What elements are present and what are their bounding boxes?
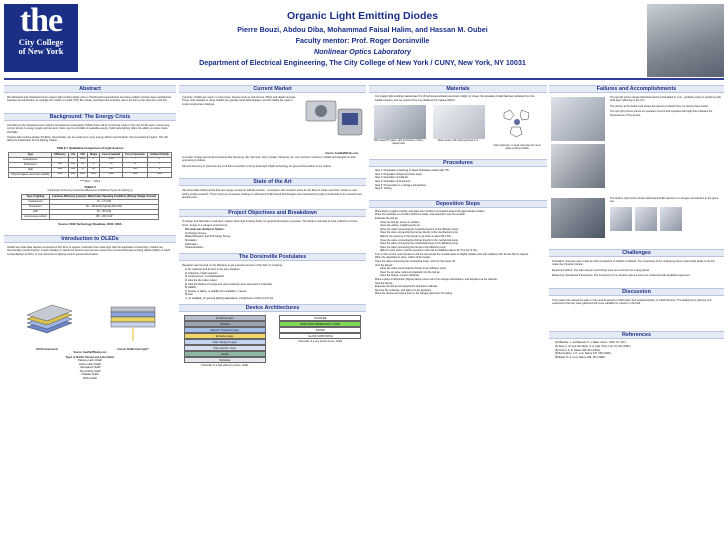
table2-caption: TABLE II bbox=[84, 184, 96, 189]
table-cell: ***** bbox=[147, 172, 171, 177]
glove-box-photo bbox=[551, 198, 605, 238]
simple-layer: ELECTROLUMINESCENT LAYER bbox=[279, 321, 361, 327]
list-item: Remove the substrate, and place it in the glovebox. bbox=[375, 288, 432, 292]
list-item: Our organic light emitting material was Tris (8-hydroxyquinolinato) aluminium (Alq3), for cheap, this deviation of Alq3 had been obtained from the Kodak company, and we ordered from it as obtained from Sigma-Aldrich. bbox=[375, 95, 535, 102]
table1-caption: TABLE I: Qualitative Comparison of Light Sources bbox=[56, 145, 124, 150]
department: Department of Electrical Engineering, The City College of New York / CUNY, New York, NY 10031 bbox=[199, 58, 526, 67]
abstract-heading: Abstract bbox=[4, 85, 176, 93]
poster-header bbox=[90, 10, 635, 67]
energy-heading: Background: The Energy Crisis bbox=[4, 113, 176, 121]
table-row bbox=[9, 172, 172, 177]
references-heading: References bbox=[549, 331, 724, 339]
list-item: 8) cost bbox=[185, 293, 193, 297]
table-cell: 13 ~ 17 lm/W bbox=[49, 199, 158, 204]
list-item: 3) luminescence, or photobleached bbox=[185, 275, 224, 279]
stack-layer: Cathode bbox=[184, 321, 266, 327]
project-objectives-heading: Project Objectives and Breakdown bbox=[179, 209, 366, 217]
table-cell: **** bbox=[123, 167, 148, 172]
list-item: Open the valve connecting the bell jar to the diffusion pump. bbox=[380, 245, 447, 249]
list-item: Place the devices and place them in the nitrogen glove box for testing. bbox=[375, 292, 453, 296]
challenges-heading: Challenges bbox=[549, 249, 724, 257]
high-efficiency-stack bbox=[179, 314, 271, 367]
list-item: Characterization bbox=[185, 246, 204, 250]
list-item: Close the valve connecting the mechanical pump to the diffusion pump. bbox=[380, 227, 459, 231]
stack-layer: Substrate bbox=[184, 357, 266, 363]
list-item: Wait for the pressure in the bell jar to go down to about 50 mTorr. bbox=[380, 234, 452, 238]
camera-figure bbox=[302, 95, 366, 152]
device-sample-photo bbox=[660, 207, 682, 231]
list-item: Step 6: Testing bbox=[375, 187, 392, 191]
table-cell: ***** bbox=[87, 172, 99, 177]
list-item: Market Research and Technology Survey bbox=[185, 235, 231, 239]
oled-components-icon bbox=[17, 297, 77, 343]
table-cell: ** bbox=[78, 167, 88, 172]
table-cell: ***** bbox=[52, 167, 68, 172]
table-cell: Incandescent bbox=[9, 157, 52, 162]
table1-header: Cost of operation bbox=[123, 152, 148, 157]
table-cell: * bbox=[123, 157, 148, 162]
table-cell: * bbox=[87, 157, 99, 162]
table1-header: Ambient friendly bbox=[147, 152, 171, 157]
emitting-device-photo bbox=[551, 144, 605, 188]
table-cell: * bbox=[68, 157, 78, 162]
failures-text-2: The picture at the bottom left shows the typical a a diode from our testing that emitted. bbox=[610, 104, 709, 108]
oled-emit-figure bbox=[103, 297, 163, 351]
list-item: Turn on the current, and increase it until the coil around the crucible starts to slightly radiate color and suddenly start for the Alq3 to deposit. bbox=[375, 252, 529, 256]
stack-caption: Schematic of a high efficiency device, OLED bbox=[201, 363, 249, 367]
current-market-text-3: GE and Samsung in particular are in OLED competition to bring white light OLED technology for general illumination to the market. bbox=[182, 164, 332, 168]
simple-layer: ANODE bbox=[279, 327, 361, 333]
materials-list bbox=[369, 95, 547, 102]
simple-layer: GLASS SUBSTRATE bbox=[279, 333, 361, 339]
glass-square-photo bbox=[433, 105, 485, 139]
table-cell: LED bbox=[22, 209, 50, 214]
types-list bbox=[4, 359, 176, 381]
lab-name: Nonlinear Optics Laboratory bbox=[313, 47, 412, 56]
table-cell: **** bbox=[52, 162, 68, 167]
list-item: Top-emitting OLED bbox=[79, 369, 101, 373]
stack-layer: Emissive Layer bbox=[184, 333, 266, 339]
table-cell: * bbox=[147, 157, 171, 162]
stack-layer: Anode bbox=[184, 351, 266, 357]
stack-layer: Hole Transport Layer bbox=[184, 339, 266, 345]
oled-components-label: OLED Components bbox=[36, 348, 58, 352]
list-item: Close the valve connecting the bell jar to the diffusion pump. bbox=[380, 267, 447, 271]
logo-line2: of New York bbox=[18, 46, 64, 56]
project-objectives-text: To design and fabricate a multi-layer organic white light emitting diode, for general illumination purposes. The diode is intended to have a lifetime of a few hours, longer in a nitrogen environment. bbox=[182, 220, 358, 227]
column-1 bbox=[4, 82, 176, 542]
logo-line1: City College bbox=[18, 37, 64, 47]
list-item: Evacuate the bell jar and deposit the aluminium cathode. bbox=[375, 285, 438, 289]
poster-title: Organic Light Emitting Diodes bbox=[286, 10, 439, 22]
logo-the: the bbox=[19, 2, 63, 39]
breakdown-list bbox=[179, 228, 366, 250]
table1-legend-best: ***** Best bbox=[79, 179, 90, 183]
table2-header: Type of lighting bbox=[22, 194, 50, 199]
list-item: Active-matrix OLED bbox=[79, 362, 101, 366]
device-architectures-heading: Device Architectures bbox=[179, 304, 366, 312]
state-of-art-text: GE and Kodak OLED panels that were large enough for wall illumination - companies with research areas for the likes of Osram and Oslo. Osram is now selling similar research. Three Carrying companies working on advanced OLED based technologies and manufacturing high end transistors for research and development. bbox=[182, 189, 362, 200]
table-cell: ***** bbox=[100, 172, 123, 177]
list-item: Open the valve connecting the bell jar directly to the mechanical pump. bbox=[380, 231, 459, 235]
table-cell: Incandescent bbox=[22, 199, 50, 204]
table-cell: ***** bbox=[100, 157, 123, 162]
list-item: [3] Forrest, S. R. Nature 428, 911 (2004). bbox=[555, 348, 601, 352]
list-item: Simulation bbox=[185, 239, 197, 243]
table-cell: ***** bbox=[78, 157, 88, 162]
failures-text-4: The bottom right picture shows fabricated OLED devices in a nitrogen atmosphere in the glove box. bbox=[610, 197, 719, 204]
material-photo-label: Glass square with Alq3 deposited on it bbox=[437, 139, 479, 143]
table-cell: ***** bbox=[52, 172, 68, 177]
challenges-text-1: Simulation: Attempts were made to code simulations of OLEDs in MatLab. The complexity of the underlying theory and limited ability to do this made the physical problem. bbox=[552, 260, 715, 267]
table-cell: 60 ~ 100 lm/W (typically 80 lm/W) bbox=[49, 204, 158, 209]
oled-emit-icon bbox=[103, 297, 163, 343]
table-row bbox=[22, 214, 159, 219]
column-4 bbox=[549, 82, 724, 542]
list-item: Seal the bell jar. bbox=[375, 281, 393, 285]
college-logo bbox=[4, 4, 78, 72]
building-photo bbox=[647, 4, 724, 77]
table-cell: *** bbox=[100, 162, 123, 167]
table1-header: Shape bbox=[87, 152, 99, 157]
failures-text-3: The top right picture shows an operation current that operates faint light that indicates the fluorescence of the device. bbox=[610, 110, 713, 117]
list-item: Evacuate the bell jar: bbox=[375, 216, 399, 220]
table-cell: *** bbox=[78, 162, 88, 167]
oled-emit-label: How do OLEDs Emit Light? bbox=[117, 348, 149, 352]
material-photo-label: Alq3 molecules, in bead molecules for use in glass-emitting OLEDs bbox=[493, 144, 541, 151]
table-cell: ***** bbox=[78, 172, 88, 177]
list-item: 4) what the die colour output bbox=[185, 279, 217, 282]
table-cell: Low-pressure sodium bbox=[22, 214, 50, 219]
list-item: 1) the materials and devices in the open literature bbox=[185, 268, 240, 272]
list-item: Step 2: Deposition of Alq3 (emissive layer) bbox=[375, 172, 422, 176]
header-rule bbox=[4, 78, 724, 80]
authors: Pierre Bouzi, Abdou Diba, Mohammad Faisal Halim, and Hassan M. Oubei bbox=[237, 25, 488, 34]
table-cell: ***** bbox=[123, 172, 148, 177]
state-of-art-heading: State of the Art bbox=[179, 178, 366, 186]
abstract-text: We fabricated and characterized an organic light emitting diode using a Tris(8-hydroxyquinolinato) aluminium (Alq3) emissive layer sandwiched between two electrodes: an optically thin indium tin oxide (ITO) film anode, and below the emissive was in the form a thin aluminum (Al) film. bbox=[7, 96, 171, 103]
references-list bbox=[549, 341, 724, 359]
list-item: [4] Burroughes, J. H. et al. Nature 347, 539 (1990). bbox=[555, 352, 612, 356]
stack-layer: Protective layer bbox=[184, 315, 266, 321]
current-market-heading: Current Market bbox=[179, 85, 366, 93]
list-item: Close the valves, roughing pump on. bbox=[380, 224, 421, 228]
device-sample-photo bbox=[635, 207, 657, 231]
list-item: Close the valve connecting the bell jar directly to the mechanical pump. bbox=[380, 238, 459, 242]
list-item: Close the bell jar, secure in position. bbox=[380, 220, 421, 224]
list-item: Wait for some hours, until the pressure in the bell jar stabilizes about 10^-5 or 10^-6 Torr. bbox=[380, 249, 478, 253]
table-cell: *** bbox=[100, 167, 123, 172]
table2-header: Luminous Efficiency (Lumens / Watt) Under Operating Conditions (Driving Voltage, Current) bbox=[49, 194, 158, 199]
list-item: Open the air valve, letting air gradually into the bell jar. bbox=[380, 270, 441, 274]
column-3 bbox=[369, 82, 547, 542]
list-item: Transparent OLED bbox=[79, 366, 101, 370]
ito-glass-photo bbox=[374, 105, 426, 139]
challenges-text-2: Equipment failure: The high-vacuum and bell jar were out of service for a long period. bbox=[552, 268, 650, 272]
table-cell: 150 ~ 200 lm/W bbox=[49, 214, 158, 219]
postulates-list bbox=[179, 268, 366, 300]
list-item: => as available, for general lighting applications, a brightness of 100 cd at 5 nits bbox=[185, 296, 274, 300]
list-item: Passive-matrix OLED bbox=[78, 359, 102, 363]
table-cell: * bbox=[147, 162, 171, 167]
deposition-list bbox=[369, 210, 547, 296]
faculty-mentor: Faculty mentor: Prof. Roger Dorsinville bbox=[295, 36, 430, 45]
list-item: 7) devices or failure, or stability from oxidation, / causes bbox=[185, 289, 247, 293]
stack-layer: Hole Injection Layer bbox=[184, 345, 266, 351]
current-market-text-2: A number of large and small companies like Samsung, GE, Siemens, Sony, Kodak, Samsung, etc. are currently investing in OLED technologies for their sponsoring products. bbox=[182, 156, 356, 163]
table-cell: ** bbox=[87, 162, 99, 167]
simple-layer: CATHODE bbox=[279, 315, 361, 321]
image-source: Source: HowStuffWorks.com bbox=[73, 351, 107, 355]
camera-source: Source: howStuffWorks.com bbox=[325, 152, 358, 155]
simple-device-stack bbox=[275, 314, 367, 367]
procedures-list bbox=[369, 169, 547, 191]
list-item: Fabrication bbox=[185, 242, 198, 246]
table-cell: 30 ~ 90 lm/W bbox=[49, 209, 158, 214]
table-cell: ***** bbox=[68, 172, 78, 177]
table-2 bbox=[21, 194, 159, 220]
list-item: Open the bell jar, remove substrate. bbox=[380, 274, 420, 278]
challenges-text-3: Measuring Operational Parameters: The luminance of our devices was too low to be measured with available equipment. bbox=[552, 274, 691, 278]
simple-caption: Schematic of a very simple device, OLED bbox=[298, 339, 343, 343]
column-2 bbox=[179, 82, 366, 542]
stack-layer: Electron Transport Layer bbox=[184, 327, 266, 333]
list-item: 2) uniformity of light emission bbox=[185, 271, 218, 275]
list-item: 5) what the lifetime of a large-size array (what are were interested in materials) bbox=[185, 282, 272, 286]
alq3-molecule-icon bbox=[492, 105, 542, 139]
camera-icon bbox=[302, 95, 366, 147]
list-item: When the deposition is done, switch off the heater. bbox=[375, 256, 431, 260]
table-cell: *** bbox=[123, 162, 148, 167]
list-item: [2] Tang, C. W. and Van Slyke, S. A. Appl. Phys. Lett. 51, 913 (1987). bbox=[555, 345, 632, 349]
procedures-heading: Procedures bbox=[369, 159, 547, 167]
table1-legend-worst: * Worst bbox=[92, 179, 101, 183]
list-item: 6) stability bbox=[185, 286, 197, 290]
failed-devices-photo bbox=[551, 97, 605, 141]
table-cell: **** bbox=[68, 162, 78, 167]
device-sample-photo bbox=[610, 207, 632, 231]
table-cell: **** bbox=[68, 167, 78, 172]
table1-header: Life bbox=[68, 152, 78, 157]
energy-text-2: Organic light emitting diodes (OLEDs), theoretically, can be made to be more energy efficient and brighter, than incandescent lights. This will allow the substitution for the lighting market. bbox=[7, 136, 168, 143]
intro-text: OLEDs are solid state devices composed of thin films of organic molecules that create light with the application of electricity. OLEDs can theoretically provide brighter, crisper displays on electronic devices and use less power than conventional light-emitting diodes (LEDs) or liquid crystal displays (LCDs), or even fluorescent lighting used in general illumination. bbox=[7, 245, 171, 256]
energy-text: According to the Optoelectronics Industry Development Association (OIDA) there will be continuing crises in the next 10-20 years. Consuming current trends in energy supply and demand, there may be shortfalls of available energy. Solid state lighting offers the ability to reduce these shortfalls. bbox=[7, 123, 170, 134]
table-1 bbox=[8, 152, 172, 178]
list-item: [1] Mitschke, L. and Bauerle, P. J. Mater. Chem., 2000, 10, 1471. bbox=[555, 341, 627, 345]
table-cell: LED bbox=[9, 167, 52, 172]
list-item: Open the valve connecting the mechanical pump to the diffusion pump. bbox=[380, 242, 459, 246]
list-item: Step 5: Preservation in a nitrogen atmosphere bbox=[375, 183, 427, 187]
table-cell: ** bbox=[147, 167, 171, 172]
list-item: White OLED bbox=[83, 377, 97, 381]
list-item: Step 3: Deposition of Cathode bbox=[375, 176, 409, 180]
discussion-heading: Discussion bbox=[549, 288, 724, 296]
list-item: Technology Survey bbox=[185, 231, 207, 235]
list-item: The team was divided as follows: bbox=[185, 228, 225, 232]
materials-heading: Materials bbox=[369, 85, 547, 93]
failures-heading: Failures and Accomplishments bbox=[549, 85, 724, 93]
list-item: Place the substrate on a holder (behind a mask), and suspend it over the crucible. bbox=[375, 213, 466, 217]
postulates-heading: The Dorsinville Postulates bbox=[179, 253, 366, 261]
table1-header: CRI bbox=[78, 152, 88, 157]
table2-subcaption: Comparison of the Key Conversion Efficiencies for Different Types of Lighting (s) bbox=[47, 188, 133, 192]
types-heading: Types of OLEDs: Passive and Active Matrix bbox=[65, 356, 115, 360]
intro-heading: Introduction to OLEDs bbox=[4, 235, 176, 243]
table1-header: Cost of material bbox=[100, 152, 123, 157]
list-item: Foldable OLED bbox=[81, 373, 99, 377]
list-item: Step 4: Deposition of Aluminium bbox=[375, 179, 411, 183]
table-cell: *** bbox=[87, 167, 99, 172]
deposition-heading: Deposition Steps bbox=[369, 200, 547, 208]
table-cell: Fluorescent bbox=[9, 162, 52, 167]
table2-source: Source: DOE Technology Roadmap, 2002, OIDA bbox=[58, 221, 122, 226]
list-item: Place a piece of aluminium (Sigma) above some coil in the nitrogen atmosphere, and deposit it as the cathode. bbox=[375, 278, 498, 282]
discussion-text: This project has trained the team in the several aspects of fabrication and characterization of OLED devices. The background, learning and experience that they have gathered will prove valuable for careers in the field. bbox=[552, 298, 712, 306]
material-photo-label: Half coated ITO glass, with electrodes of silver-based paint bbox=[373, 139, 424, 146]
table1-header: Type bbox=[9, 152, 52, 157]
list-item: Vent the bell jar: bbox=[375, 263, 393, 267]
list-item: Step 1: Preparation (cleaning) of Glass Substrates coated with ITO bbox=[375, 169, 449, 173]
list-item: [5] Baldo, M. A. et al. Nature 395, 151 (1998). bbox=[555, 355, 606, 359]
table-cell: * bbox=[52, 157, 68, 162]
list-item: Place Alq3 in a glass crucible, and place the crucible in a tungsten boat at the approximate location. bbox=[375, 209, 486, 213]
table-cell: Polymer/organic electronics (OLED) bbox=[9, 172, 52, 177]
table1-header: Efficiency bbox=[52, 152, 68, 157]
postulates-text: Research was focused on the following to get a broad overview of the field, by studying: bbox=[182, 263, 283, 267]
table-cell: Fluorescent bbox=[22, 204, 50, 209]
failures-text-1: The top left picture shows fabricated devices that failed to emit - probably owing to problems with Alq3 layer adhering to the ITO. bbox=[610, 96, 722, 103]
list-item: Open the valve connecting the mechanical pump, and turn the power off. bbox=[375, 260, 456, 264]
oled-components-figure bbox=[17, 297, 77, 351]
current-market-text: Currently, OLEDs are used in small-screen devices such as cell phones, PDAs and digital cameras. These units capable of using OLEDs are typically hand-held displays, and all OLEDs are used in single small-screen displays. bbox=[182, 96, 297, 106]
